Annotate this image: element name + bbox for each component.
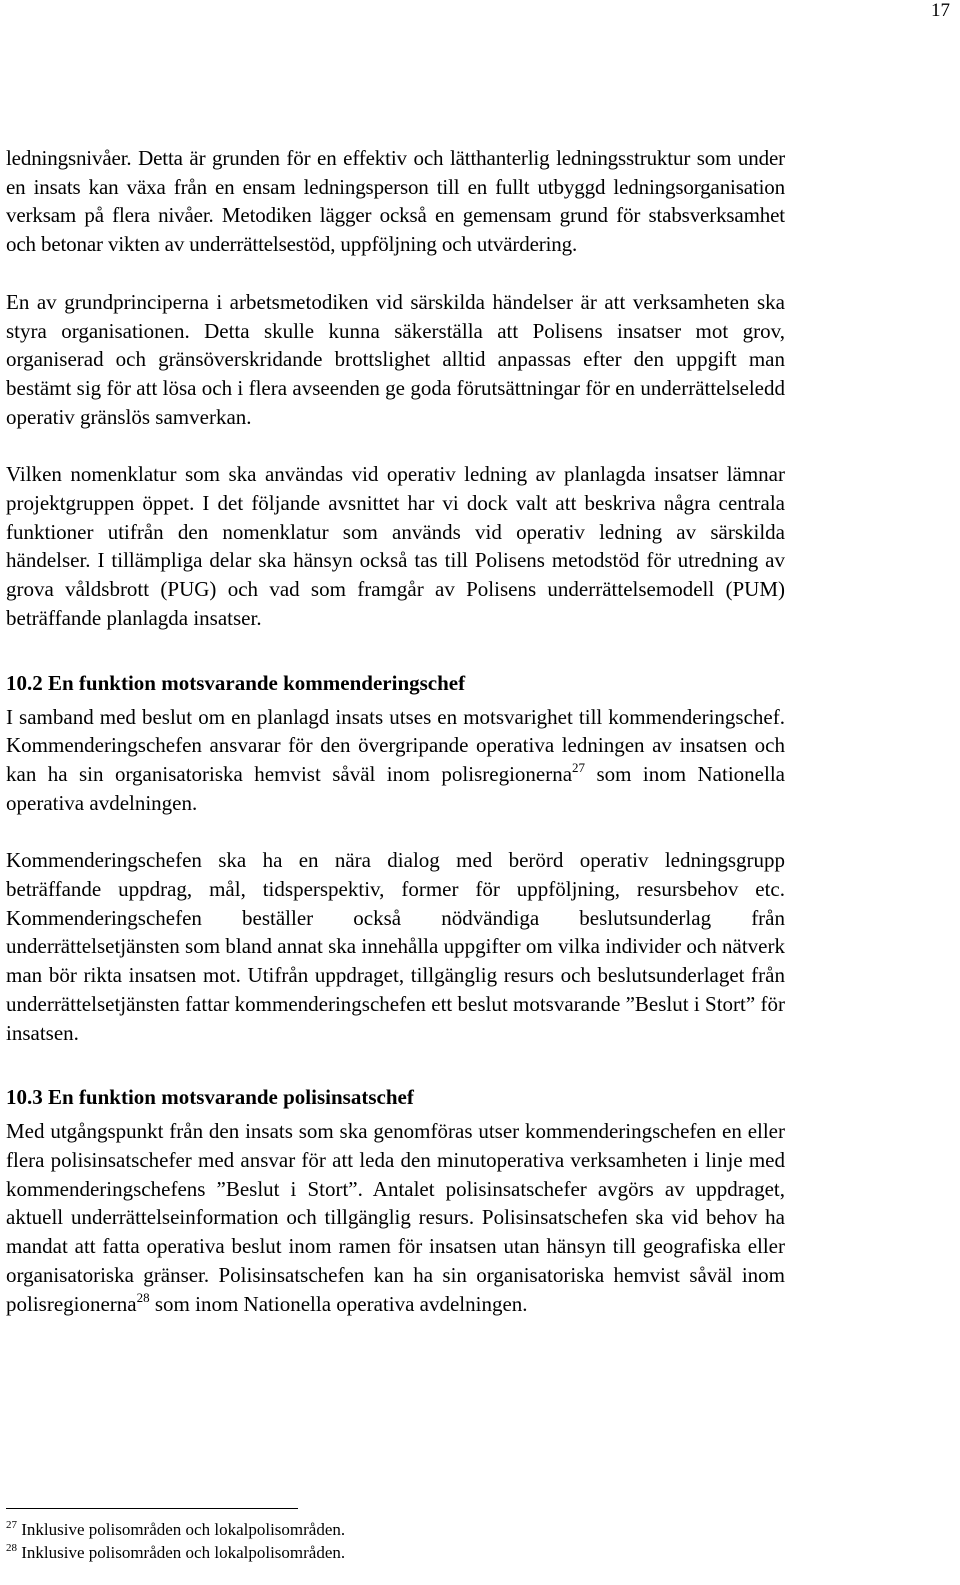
section-10-3-p1-text: Med utgångspunkt från den insats som ska genomföras utser kommenderingschefen en eller flera polisinsatschefer med ansvar för att leda den minutoperativa verksamheten i linje med kommenderingschefens ”Beslut i Stort”. Antalet polisinsatschefer avgörs av uppdraget, aktuell underrättelseinformation och tillgänglig resurs. Polisinsatschefen ska vid behov ha mandat att fatta operativa beslut inom ramen för insatsen utan hänsyn till geografiska eller organisatoriska gränser. Polisinsatschefen kan ha sin organisatoriska hemvist såväl inom polisregionerna [6,1119,785,1316]
section-heading-10-3: 10.3 En funktion motsvarande polisinsatschef [6,1085,414,1110]
section-10-3-p1-tail: som inom Nationella operativa avdelningen. [149,1291,528,1316]
footnote-27 [6,1518,806,1541]
footnote-text: Inklusive polisområden och lokalpolisområden. [21,1520,346,1539]
footnote-number: 27 [6,1519,17,1531]
intro-paragraph-3: Vilken nomenklatur som ska användas vid operativ ledning av planlagda insatser lämnar projektgruppen öppet. I det följande avsnittet har vi dock valt att beskriva några centrala funktioner utifrån den nomenklatur som används vid operativ ledning av särskilda händelser. I tillämpliga delar ska hänsyn också tas till Polisens metodstöd för utredning av grova våldsbrott (PUG) och vad som framgår av Polisens underrättelsemodell (PUM) beträffande planlagda insatser. [6,462,785,630]
section-10-2-p1-text: I samband med beslut om en planlagd insats utses en motsvarighet till kommenderingschef. Kommenderingschefen ansvarar för den övergripande operativa ledningen av insatsen och kan ha sin organisatoriska hemvist såväl inom polisregionerna [6,704,785,786]
section-10-2-paragraph-1 [6,703,785,818]
footnote-text: Inklusive polisområden och lokalpolisområden. [21,1543,346,1562]
footnote-28 [6,1541,806,1564]
footnotes [6,1518,806,1564]
page-number: 17 [931,0,950,21]
section-10-2-p1-tail: som inom Nationella operativa avdelningen. [6,761,785,815]
section-10-3-paragraph-1 [6,1117,785,1318]
document-body [6,144,785,1318]
footnote-ref-28[interactable]: 28 [136,1289,150,1305]
intro-paragraph-2: En av grundprinciperna i arbetsmetodiken vid särskilda händelser är att verksamheten ska styra organisationen. Detta skulle kunna säkerställa att Polisens insatser mot grov, organiserad och gränsöverskridande brottslighet alltid anpassas efter den uppgift man bestämt sig för att lösa och i flera avseenden ge goda förutsättningar för en underrättelseledd operativ gränslös samverkan. [6,289,785,429]
section-heading-10-2: 10.2 En funktion motsvarande kommenderingschef [6,670,466,695]
footnote-ref-27[interactable]: 27 [572,759,586,775]
footnote-divider [6,1508,298,1509]
section-10-2-paragraph-2: Kommenderingschefen ska ha en nära dialog med berörd operativ ledningsgrupp beträffande uppdrag, mål, tidsperspektiv, former för uppföljning, resursbehov etc. Kommenderingschefen beställer också nödvändiga beslutsunderlag från underrättelsetjänsten som bland annat ska innehålla uppgifter om vilka individer och nätverk man bör rikta insatsen mot. Utifrån uppdraget, tillgänglig resurs och beslutsunderlaget från underrättelsetjänsten fattar kommenderingschefen ett beslut motsvarande ”Beslut i Stort” för insatsen. [6,848,785,1045]
intro-paragraph-1: ledningsnivåer. Detta är grunden för en effektiv och lätthanterlig ledningsstruktur som under en insats kan växa från en ensam ledningsperson till en fullt utbyggd ledningsorganisation verksam på flera nivåer. Metodiken lägger också en gemensam grund för stabsverksamhet och betonar vikten av underrättelsestöd, uppföljning och utvärdering. [6,146,785,257]
footnote-number: 28 [6,1542,17,1554]
